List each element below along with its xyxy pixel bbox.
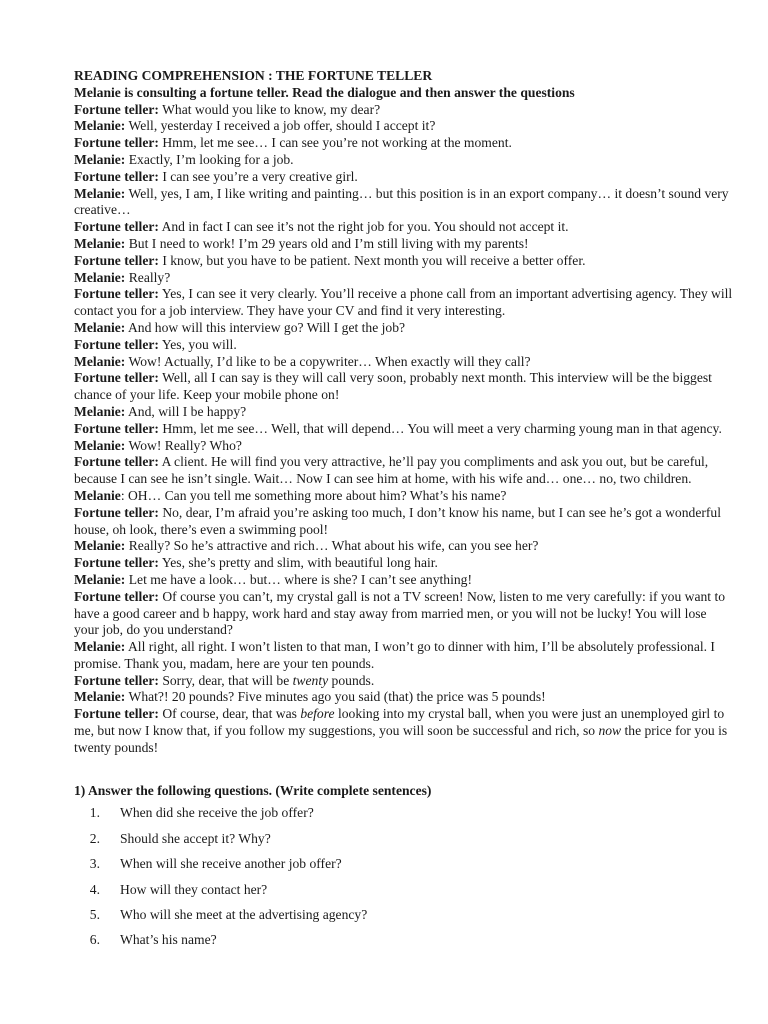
speaker-name: Melanie: [74, 118, 126, 134]
dialogue-line [74, 572, 734, 589]
dialogue-text: Yes, she’s pretty and slim, with beautiful long hair. [158, 555, 438, 571]
dialogue-text: Exactly, I’m looking for a job. [125, 151, 294, 167]
speaker-name: Melanie: [74, 319, 126, 335]
emphasis-text: now [598, 723, 622, 739]
speaker-name: Fortune teller: [74, 588, 159, 604]
speaker-name: Fortune teller: [74, 504, 159, 520]
worksheet-title: READING COMPREHENSION : THE FORTUNE TELLER [74, 68, 433, 83]
questions-list [74, 805, 734, 957]
dialogue-line [74, 438, 734, 455]
speaker-name: Melanie: [74, 269, 126, 285]
dialogue-line [74, 555, 734, 572]
dialogue-line [74, 186, 734, 220]
dialogue-text: And how will this interview go? Will I get the job? [125, 319, 406, 335]
question-number: 6. [89, 932, 100, 948]
speaker-name: Melanie: [74, 538, 126, 554]
dialogue-text: And, will I be happy? [125, 403, 247, 419]
question-text: Should she accept it? Why? [120, 830, 271, 846]
dialogue-line [74, 270, 734, 287]
dialogue-text: Well, yesterday I received a job offer, should I accept it? [125, 118, 436, 134]
speaker-name: Melanie: [74, 571, 126, 587]
dialogue-text: Sorry, dear, that will be [158, 672, 293, 688]
dialogue-text: pounds. [328, 672, 375, 688]
dialogue-line [74, 286, 734, 320]
speaker-name: Melanie [74, 487, 121, 503]
speaker-name: Melanie: [74, 689, 126, 705]
speaker-name: Melanie: [74, 437, 126, 453]
dialogue [74, 102, 734, 757]
speaker-name: Fortune teller: [74, 336, 159, 352]
question-item [74, 932, 734, 957]
emphasis-text: before [300, 706, 335, 722]
speaker-name: Fortune teller: [74, 555, 159, 571]
dialogue-text: Well, yes, I am, I like writing and painting… but this position is in an export company… it doesn’t sound very creative… [74, 185, 729, 218]
speaker-name: Fortune teller: [74, 135, 159, 151]
dialogue-text: : OH… Can you tell me something more about him? What’s his name? [120, 487, 507, 503]
dialogue-text: Hmm, let me see… I can see you’re not working at the moment. [158, 135, 512, 151]
speaker-name: Fortune teller: [74, 370, 159, 386]
question-item [74, 907, 734, 932]
speaker-name: Melanie: [74, 403, 126, 419]
dialogue-text: A client. He will find you very attractive, he’ll pay you compliments and ask you out, but be careful, because I can see he isn’t single. Wait… Now I can see him at home, with his wife and… one… no, two children. [74, 454, 709, 487]
question-number: 4. [89, 881, 100, 897]
dialogue-line [74, 236, 734, 253]
dialogue-line [74, 673, 734, 690]
dialogue-text: And in fact I can see it’s not the right job for you. You should not accept it. [158, 219, 569, 235]
dialogue-text: Of course, dear, that was [158, 706, 301, 722]
question-item [74, 805, 734, 830]
dialogue-line [74, 320, 734, 337]
question-text: What’s his name? [120, 932, 217, 948]
dialogue-line [74, 135, 734, 152]
dialogue-line [74, 118, 734, 135]
dialogue-text: Really? [125, 269, 171, 285]
emphasis-text: twenty [292, 672, 329, 688]
questions-heading: 1) Answer the following questions. (Write complete sentences) [74, 782, 432, 798]
dialogue-text: What?! 20 pounds? Five minutes ago you said (that) the price was 5 pounds! [125, 689, 546, 705]
speaker-name: Melanie: [74, 353, 126, 369]
question-item [74, 831, 734, 856]
dialogue-line [74, 253, 734, 270]
question-text: When will she receive another job offer? [120, 856, 342, 872]
dialogue-line [74, 589, 734, 639]
question-number: 1. [89, 805, 100, 821]
dialogue-line [74, 370, 734, 404]
speaker-name: Fortune teller: [74, 219, 159, 235]
speaker-name: Melanie: [74, 235, 126, 251]
speaker-name: Fortune teller: [74, 101, 159, 117]
dialogue-line [74, 102, 734, 119]
dialogue-line [74, 219, 734, 236]
dialogue-line [74, 404, 734, 421]
dialogue-line [74, 639, 734, 673]
dialogue-text: I can see you’re a very creative girl. [158, 168, 358, 184]
dialogue-text: looking into my crystal ball, when you were just an unemployed girl to me, but now I know that, if you follow my suggestions, you will soon be successful and rich, so [74, 706, 725, 739]
question-number: 3. [89, 856, 100, 872]
question-item [74, 856, 734, 881]
speaker-name: Fortune teller: [74, 672, 159, 688]
speaker-name: Melanie: [74, 639, 126, 655]
speaker-name: Fortune teller: [74, 454, 159, 470]
question-number: 5. [89, 907, 100, 923]
instructions: Melanie is consulting a fortune teller. Read the dialogue and then answer the questions [74, 84, 575, 100]
question-text: How will they contact her? [120, 881, 268, 897]
dialogue-line [74, 169, 734, 186]
dialogue-line [74, 505, 734, 539]
speaker-name: Fortune teller: [74, 286, 159, 302]
dialogue-text: But I need to work! I’m 29 years old and I’m still living with my parents! [125, 235, 529, 251]
dialogue-line [74, 454, 734, 488]
dialogue-text: Wow! Actually, I’d like to be a copywriter… When exactly will they call? [125, 353, 531, 369]
dialogue-line [74, 689, 734, 706]
question-item [74, 882, 734, 907]
dialogue-text: Let me have a look… but… where is she? I can’t see anything! [125, 571, 472, 587]
dialogue-text: Of course you can’t, my crystal gall is not a TV screen! Now, listen to me very carefully: if you want to have a good career and b happy, work hard and stay away from married men, or you will not be lucky! You will lose your job, do you understand? [74, 588, 726, 638]
question-number: 2. [89, 830, 100, 846]
dialogue-line [74, 421, 734, 438]
dialogue-line [74, 706, 734, 756]
dialogue-line [74, 488, 734, 505]
dialogue-text: All right, all right. I won’t listen to that man, I won’t go to dinner with him, I’ll be absolutely professional. I promise. Thank you, madam, here are your ten pounds. [74, 639, 715, 671]
dialogue-text: I know, but you have to be patient. Next month you will receive a better offer. [158, 252, 586, 268]
question-text: When did she receive the job offer? [120, 805, 314, 821]
dialogue-text: No, dear, I’m afraid you’re asking too much, I don’t know his name, but I can see he’s got a wonderful house, oh look, there’s even a swimming pool! [74, 504, 721, 537]
dialogue-line [74, 337, 734, 354]
worksheet-page [74, 68, 734, 958]
dialogue-line [74, 538, 734, 555]
dialogue-line [74, 354, 734, 371]
speaker-name: Fortune teller: [74, 168, 159, 184]
speaker-name: Melanie: [74, 151, 126, 167]
speaker-name: Melanie: [74, 185, 126, 201]
dialogue-text: Hmm, let me see… Well, that will depend… You will meet a very charming young man in that agency. [158, 420, 722, 436]
dialogue-text: Yes, I can see it very clearly. You’ll receive a phone call from an important advertising agency. They will contact you for a job interview. They have your CV and find it very interesting. [74, 286, 733, 319]
speaker-name: Fortune teller: [74, 252, 159, 268]
dialogue-text: the price for you is twenty pounds! [74, 723, 728, 755]
dialogue-text: What would you like to know, my dear? [158, 101, 381, 117]
dialogue-text: Really? So he’s attractive and rich… What about his wife, can you see her? [125, 538, 539, 554]
dialogue-text: Well, all I can say is they will call very soon, probably next month. This interview will be the biggest chance of your life. Keep your mobile phone on! [74, 370, 712, 403]
speaker-name: Fortune teller: [74, 420, 159, 436]
speaker-name: Fortune teller: [74, 706, 159, 722]
dialogue-text: Yes, you will. [158, 336, 237, 352]
dialogue-text: Wow! Really? Who? [125, 437, 242, 453]
question-text: Who will she meet at the advertising agency? [120, 907, 368, 923]
dialogue-line [74, 152, 734, 169]
